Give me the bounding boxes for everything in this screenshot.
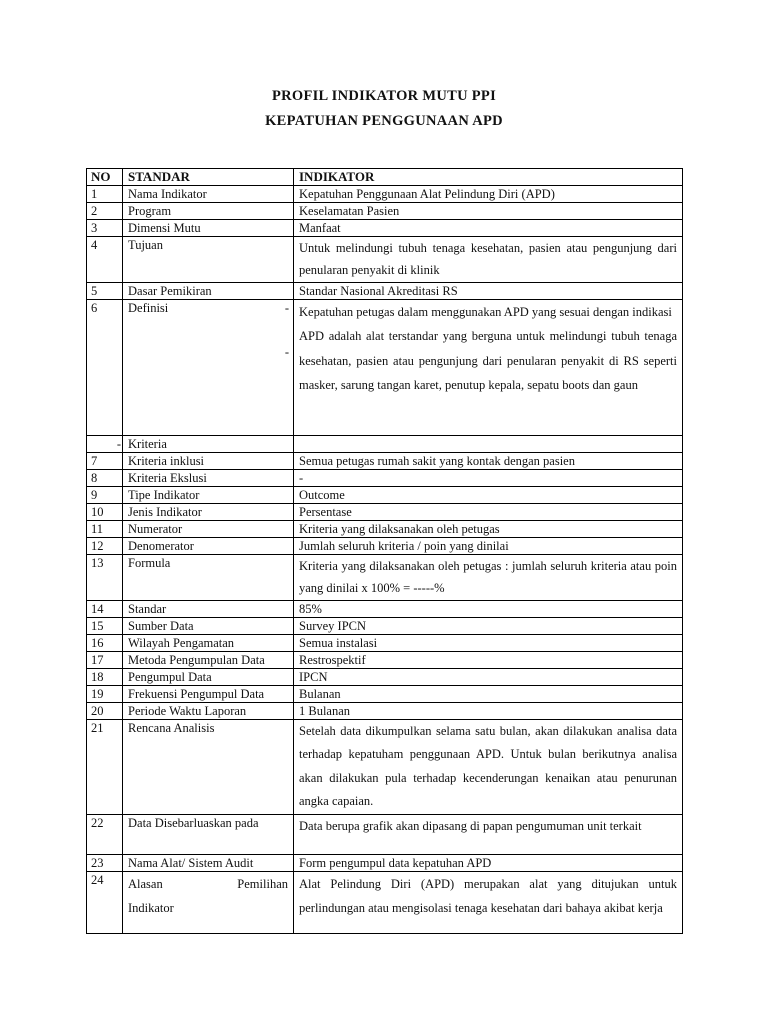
table-row bbox=[87, 435, 683, 452]
row-standar: Metoda Pengumpulan Data bbox=[123, 651, 294, 668]
row-indikator: IPCN bbox=[294, 668, 683, 685]
row-standar: Program bbox=[123, 203, 294, 220]
table-row bbox=[87, 815, 683, 855]
table-row bbox=[87, 220, 683, 237]
definisi-item-1: Kepatuhan petugas dalam menggunakan APD yang sesuai dengan indikasi bbox=[299, 304, 672, 319]
row-standar-label: Definisi bbox=[128, 300, 169, 315]
table-row bbox=[87, 299, 683, 435]
table-row bbox=[87, 452, 683, 469]
standar-word-2: Pemilihan bbox=[237, 877, 288, 891]
row-indikator: Untuk melindungi tubuh tenaga kesehatan, pasien atau pengunjung dari penularan penyakit di klinik bbox=[294, 237, 683, 283]
table-row bbox=[87, 702, 683, 719]
standar-word-1: Alasan bbox=[128, 877, 163, 891]
table-row bbox=[87, 520, 683, 537]
header-indikator: INDIKATOR bbox=[294, 169, 683, 186]
row-standar: Formula bbox=[123, 554, 294, 600]
standar-line-1 bbox=[128, 872, 288, 896]
row-standar: Nama Alat/ Sistem Audit bbox=[123, 855, 294, 872]
row-no: 23 bbox=[87, 855, 123, 872]
standar-line-2: Indikator bbox=[128, 901, 174, 916]
row-indikator: Alat Pelindung Diri (APD) merupakan alat yang ditujukan untuk perlindungan atau mengisolasi tenaga kesehatan dari bahaya akibat kerja bbox=[294, 872, 683, 934]
table-row bbox=[87, 237, 683, 283]
row-no: 22 bbox=[87, 815, 123, 855]
row-no: 3 bbox=[87, 220, 123, 237]
row-no: 4 bbox=[87, 237, 123, 283]
row-indikator: Semua instalasi bbox=[294, 634, 683, 651]
row-standar bbox=[123, 299, 294, 435]
table-row bbox=[87, 203, 683, 220]
table-row bbox=[87, 634, 683, 651]
row-standar bbox=[123, 872, 294, 934]
row-standar: Dimensi Mutu bbox=[123, 220, 294, 237]
row-standar: Numerator bbox=[123, 520, 294, 537]
definisi-item-2: APD adalah alat terstandar yang berguna untuk melindungi tubuh tenaga kesehatan, pasien atau pengunjung dari penularan penyakit di RS seperti masker, sarung tangan karet, penutup kepala, sepatu boots dan gaun bbox=[299, 329, 677, 393]
row-no: 15 bbox=[87, 617, 123, 634]
row-indikator: Outcome bbox=[294, 486, 683, 503]
table-row bbox=[87, 486, 683, 503]
table-row bbox=[87, 651, 683, 668]
row-standar: Periode Waktu Laporan bbox=[123, 702, 294, 719]
row-no: 11 bbox=[87, 520, 123, 537]
table-row bbox=[87, 282, 683, 299]
row-indikator: Restrospektif bbox=[294, 651, 683, 668]
row-standar: Pengumpul Data bbox=[123, 668, 294, 685]
row-indikator: Manfaat bbox=[294, 220, 683, 237]
row-no: 17 bbox=[87, 651, 123, 668]
row-no: 10 bbox=[87, 503, 123, 520]
table-row bbox=[87, 668, 683, 685]
row-indikator: Persentase bbox=[294, 503, 683, 520]
row-standar: Jenis Indikator bbox=[123, 503, 294, 520]
definisi-label-cell bbox=[128, 300, 288, 428]
row-standar: Standar bbox=[123, 600, 294, 617]
row-indikator: Semua petugas rumah sakit yang kontak dengan pasien bbox=[294, 452, 683, 469]
row-no: 6 bbox=[87, 299, 123, 435]
table-row bbox=[87, 537, 683, 554]
bullet-dash: - bbox=[284, 344, 289, 359]
table-row bbox=[87, 600, 683, 617]
document-subtitle: KEPATUHAN PENGGUNAAN APD bbox=[265, 113, 503, 129]
row-no: 5 bbox=[87, 282, 123, 299]
row-indikator: Bulanan bbox=[294, 685, 683, 702]
row-standar: Rencana Analisis bbox=[123, 719, 294, 814]
row-no: 1 bbox=[87, 186, 123, 203]
table-row bbox=[87, 186, 683, 203]
row-indikator: Standar Nasional Akreditasi RS bbox=[294, 282, 683, 299]
row-standar: Tipe Indikator bbox=[123, 486, 294, 503]
table-row bbox=[87, 719, 683, 814]
row-no: 2 bbox=[87, 203, 123, 220]
row-indikator bbox=[294, 435, 683, 452]
row-standar: Kriteria bbox=[123, 435, 294, 452]
row-indikator: - bbox=[294, 469, 683, 486]
row-standar: Wilayah Pengamatan bbox=[123, 634, 294, 651]
row-indikator: Kriteria yang dilaksanakan oleh petugas bbox=[294, 520, 683, 537]
bullet-dash: - bbox=[284, 300, 289, 315]
row-no: 19 bbox=[87, 685, 123, 702]
table-row bbox=[87, 872, 683, 934]
row-standar: Sumber Data bbox=[123, 617, 294, 634]
row-indikator: Survey IPCN bbox=[294, 617, 683, 634]
row-standar: Frekuensi Pengumpul Data bbox=[123, 685, 294, 702]
row-no: 7 bbox=[87, 452, 123, 469]
row-indikator bbox=[294, 299, 683, 435]
row-indikator: Keselamatan Pasien bbox=[294, 203, 683, 220]
row-indikator: Kepatuhan Penggunaan Alat Pelindung Diri (APD) bbox=[294, 186, 683, 203]
row-no: 16 bbox=[87, 634, 123, 651]
table-row bbox=[87, 554, 683, 600]
row-standar: Tujuan bbox=[123, 237, 294, 283]
table-row bbox=[87, 617, 683, 634]
row-indikator: Form pengumpul data kepatuhan APD bbox=[294, 855, 683, 872]
row-no: 14 bbox=[87, 600, 123, 617]
table-row bbox=[87, 685, 683, 702]
row-indikator: Kriteria yang dilaksanakan oleh petugas : jumlah seluruh kriteria atau poin yang dinilai x 100% = -----% bbox=[294, 554, 683, 600]
row-no: 20 bbox=[87, 702, 123, 719]
row-indikator: Jumlah seluruh kriteria / poin yang dinilai bbox=[294, 537, 683, 554]
header-no: NO bbox=[87, 169, 123, 186]
row-standar: Dasar Pemikiran bbox=[123, 282, 294, 299]
row-standar: Denomerator bbox=[123, 537, 294, 554]
row-indikator: 85% bbox=[294, 600, 683, 617]
row-no: 13 bbox=[87, 554, 123, 600]
row-no: - bbox=[87, 435, 123, 452]
table-header-row bbox=[87, 169, 683, 186]
document-title: PROFIL INDIKATOR MUTU PPI bbox=[271, 88, 497, 104]
row-standar: Nama Indikator bbox=[123, 186, 294, 203]
table-row bbox=[87, 469, 683, 486]
header-standar: STANDAR bbox=[123, 169, 294, 186]
row-indikator: Data berupa grafik akan dipasang di papan pengumuman unit terkait bbox=[294, 815, 683, 855]
row-indikator: Setelah data dikumpulkan selama satu bulan, akan dilakukan analisa data terhadap kepatuham penggunaan APD. Untuk bulan berikutnya analisa akan dilakukan pula terhadap kecenderungan kenaikan atau penurunan angka capaian. bbox=[294, 719, 683, 814]
table-row bbox=[87, 503, 683, 520]
row-no: 9 bbox=[87, 486, 123, 503]
row-no: 18 bbox=[87, 668, 123, 685]
row-indikator: 1 Bulanan bbox=[294, 702, 683, 719]
row-no: 8 bbox=[87, 469, 123, 486]
row-standar: Kriteria Ekslusi bbox=[123, 469, 294, 486]
row-standar: Kriteria inklusi bbox=[123, 452, 294, 469]
table-row bbox=[87, 855, 683, 872]
row-no: 12 bbox=[87, 537, 123, 554]
row-no: 21 bbox=[87, 719, 123, 814]
indicator-profile-table bbox=[86, 168, 683, 934]
row-standar: Data Disebarluaskan pada bbox=[123, 815, 294, 855]
row-no: 24 bbox=[87, 872, 123, 934]
